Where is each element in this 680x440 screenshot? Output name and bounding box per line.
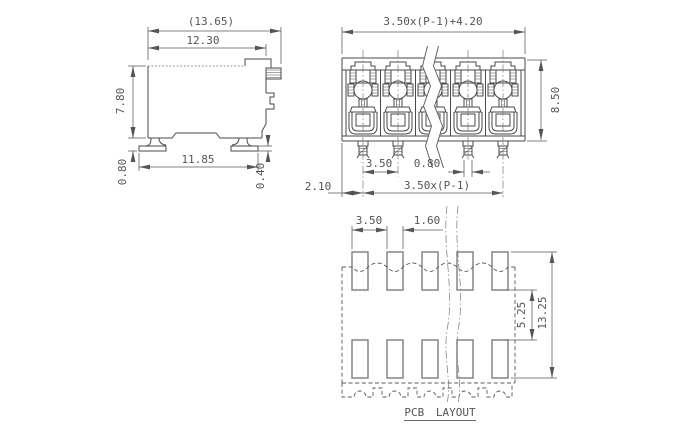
dim-label-side-body-height: 7.80 [114, 87, 127, 115]
pcb-pads-bottom-row [352, 340, 508, 378]
dim-label-front-overall-height: 8.50 [549, 86, 562, 114]
dim-label-side-body-width: 12.30 [186, 34, 220, 47]
front-view [328, 27, 547, 197]
pcb-pad [457, 340, 473, 378]
dim-label-front-pin-span: 3.50x(P-1) [403, 179, 471, 192]
dim-label-pcb-overall-height: 13.25 [536, 296, 549, 330]
pcb-pad [492, 252, 508, 290]
dim-label-front-pin-pitch: 3.50 [365, 157, 393, 170]
break-line [446, 206, 461, 404]
pcb-pad [387, 340, 403, 378]
pcb-pad [422, 252, 438, 290]
dim-label-front-first-pin-offset: 2.10 [304, 180, 332, 193]
pcb-pad [492, 340, 508, 378]
dim-label-side-foot-span: 11.85 [181, 153, 215, 166]
smt-lead-left [139, 138, 166, 151]
dim-label-side-overall-width-ref: (13.65) [187, 15, 235, 28]
dim-label-front-overall-width: 3.50x(P-1)+4.20 [383, 15, 483, 28]
dim-label-pcb-pad-pitch: 3.50 [355, 214, 383, 227]
pcb-pad [352, 340, 368, 378]
pcb-pads-top-row [352, 252, 508, 290]
dim-label-side-lead-standoff: 0.80 [116, 158, 129, 186]
side-view-body [148, 59, 281, 138]
pcb-layout-title [380, 406, 500, 420]
pcb-pad [422, 340, 438, 378]
dim-label-side-lead-thickness: 0.40 [254, 162, 267, 190]
dim-label-front-pin-width: 0.80 [413, 157, 441, 170]
pcb-pad [352, 252, 368, 290]
pcb-pad [387, 252, 403, 290]
dim-label-pcb-pad-width: 1.60 [413, 214, 441, 227]
dim-label-pcb-row-gap: 5.25 [515, 301, 528, 329]
pcb-layout-title-text: PCB LAYOUT [404, 406, 476, 419]
